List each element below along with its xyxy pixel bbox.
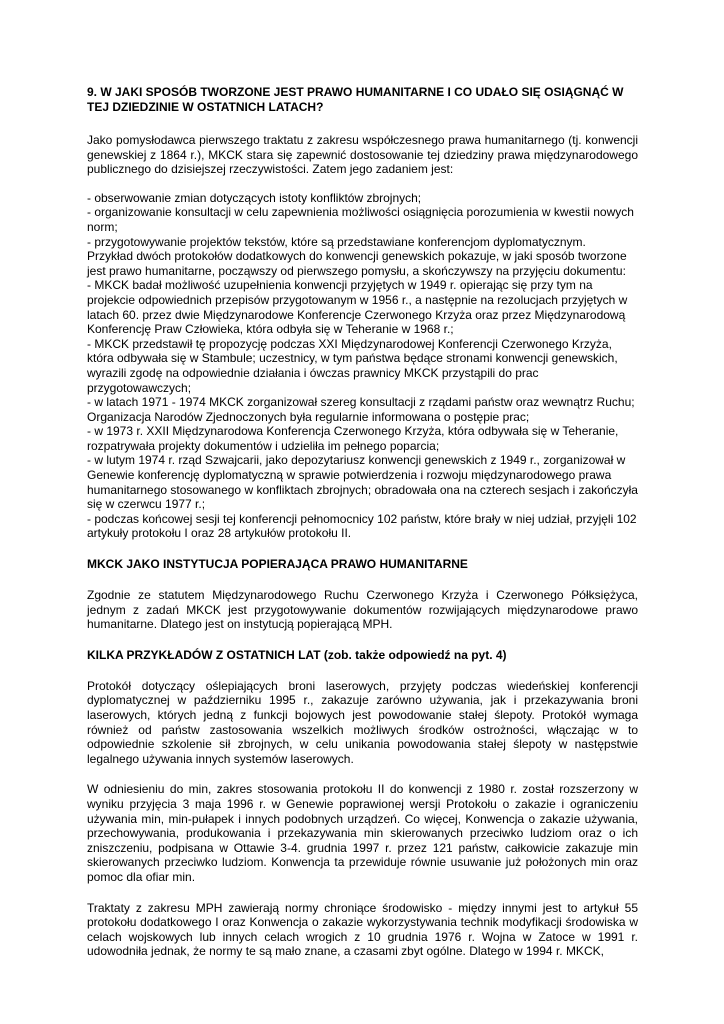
- list-item: - w lutym 1974 r. rząd Szwajcarii, jako depozytariusz konwencji genewskich z 1949 r., zorganizował w Genewie konferencję dyplomatyczną w sprawie potwierdzenia i rozwoju międzynarodowego prawa humanitarnego stosowanego w konfliktach zbrojnych; obradowała ona na czterech sesjach i zakończyła się w czerwcu 1977 r.;: [87, 453, 638, 512]
- list-item: - obserwowanie zmian dotyczących istoty konfliktów zbrojnych;: [87, 190, 422, 205]
- list-item: - podczas końcowej sesji tej konferencji pełnomocnicy 102 państw, które brały w niej udział, przyjęli 102 artykuły protokołu I oraz 28 artykułów protokołu II.: [87, 511, 637, 541]
- list-item: - w 1973 r. XXII Międzynarodowa Konferencja Czerwonego Krzyża, która odbywała się w Teheranie, rozpatrywała projekty dokumentów i udzieliła im pełnego poparcia;: [87, 424, 619, 453]
- mkck-paragraph: Zgodnie ze statutem Międzynarodowego Ruchu Czerwonego Krzyża i Czerwonego Półksiężyca, jednym z zadań MKCK jest przygotowywanie dokumentów rozwijających międzynarodowe prawo humanitarne. Dlatego jest on instytucją popierającą MPH.: [87, 588, 638, 632]
- intro-paragraph: Jako pomysłodawca pierwszego traktatu z zakresu współczesnego prawa humanitarnego (tj. konwencji genewskiej z 1864 r.), MKCK stara się zapewnić dostosowanie tej dziedziny prawa międzynarodowego publicznego do dzisiejszej rzeczywistości. Zatem jego zadaniem jest:: [87, 133, 638, 177]
- examples-paragraph-environment: Traktaty z zakresu MPH zawierają normy chroniące środowisko - między innymi jest to artykuł 55 protokołu dodatkowego I oraz Konwencja o zakazie wykorzystywania technik modyfikacji środowiska w celach wojskowych lub innych celach wrogich z 10 grudnia 1976 r. Wojna w Zatoce w 1991 r. udowodniła jednak, że normy te są mało znane, a czasami zbyt ogólne. Dlatego w 1994 r. MKCK,: [87, 900, 638, 959]
- section-heading-examples: KILKA PRZYKŁADÓW Z OSTATNICH LAT (zob. także odpowiedź na pyt. 4): [87, 647, 507, 662]
- section-heading-question-9: 9. W JAKI SPOSÓB TWORZONE JEST PRAWO HUMANITARNE I CO UDAŁO SIĘ OSIĄGNĄĆ W TEJ DZIEDZINIE W OSTATNICH LATACH?: [87, 85, 624, 114]
- list-item: Przykład dwóch protokołów dodatkowych do konwencji genewskich pokazuje, w jaki sposób tworzone jest prawo humanitarne, począwszy od pierwszego pomysłu, a skończywszy na przyjęciu dokumentu:: [87, 249, 627, 278]
- list-item: - MKCK badał możliwość uzupełnienia konwencji przyjętych w 1949 r. opierając się przy tym na projekcie odpowiednich przepisów przygotowanym w 1956 r., a następnie na rezolucjach przyjętych w latach 60. przez dwie Międzynarodowe Konferencje Czerwonego Krzyża oraz przez Międzynarodową Konferencję Praw Człowieka, która odbyła się w Teheranie w 1968 r.;: [87, 278, 628, 337]
- section-heading-mkck: MKCK JAKO INSTYTUCJA POPIERAJĄCA PRAWO HUMANITARNE: [87, 557, 468, 572]
- tasks-list: [87, 191, 638, 541]
- list-item: - przygotowywanie projektów tekstów, które są przedstawiane konferencjom dyplomatycznym.: [87, 234, 586, 249]
- list-item: - w latach 1971 - 1974 MKCK zorganizował szereg konsultacji z rządami państw oraz wewnątrz Ruchu; Organizacja Narodów Zjednoczonych była regularnie informowana o postępie prac;: [87, 395, 635, 424]
- list-item: - organizowanie konsultacji w celu zapewnienia możliwości osiągnięcia porozumienia w kwestii nowych norm;: [87, 205, 634, 234]
- page-content: [87, 85, 638, 959]
- list-item: - MKCK przedstawił tę propozycję podczas XXI Międzynarodowej Konferencji Czerwonego Krzyża, która odbywała się w Stambule; uczestnicy, w tym państwa będące stronami konwencji genewskich, wyrazili zgodę na odpowiednie działania i ówczas prawnicy MKCK przystąpili do prac przygotowawczych;: [87, 336, 618, 395]
- examples-paragraph-mines: W odniesieniu do min, zakres stosowania protokołu II do konwencji z 1980 r. został rozszerzony w wyniku przyjęcia 3 maja 1996 r. w Genewie poprawionej wersji Protokołu o zakazie i ograniczeniu używania min, min-pułapek i innych podobnych urządzeń. Co więcej, Konwencja o zakazie używania, przechowywania, produkowania i przekazywania min skierowanych przeciwko ludziom oraz o ich zniszczeniu, podpisana w Ottawie 3-4. grudnia 1997 r. przez 121 państw, całkowicie zakazuje min skierowanych przeciwko ludziom. Konwencja ta przewiduje równie usuwanie już położonych min oraz pomoc dla ofiar min.: [87, 782, 638, 884]
- examples-paragraph-laser: Protokół dotyczący oślepiających broni laserowych, przyjęty podczas wiedeńskiej konferencji dyplomatycznej w październiku 1995 r., zakazuje zarówno używania, jak i przekazywania broni laserowych, których jedną z funkcji bojowych jest powodowanie stałej ślepoty. Protokół wymaga również od państw zastosowania wszelkich możliwych środków ostrożności, włączając w to odpowiednie szkolenie sił zbrojnych, w celu unikania powodowania stałej ślepoty w następstwie legalnego używania innych systemów laserowych.: [87, 678, 638, 766]
